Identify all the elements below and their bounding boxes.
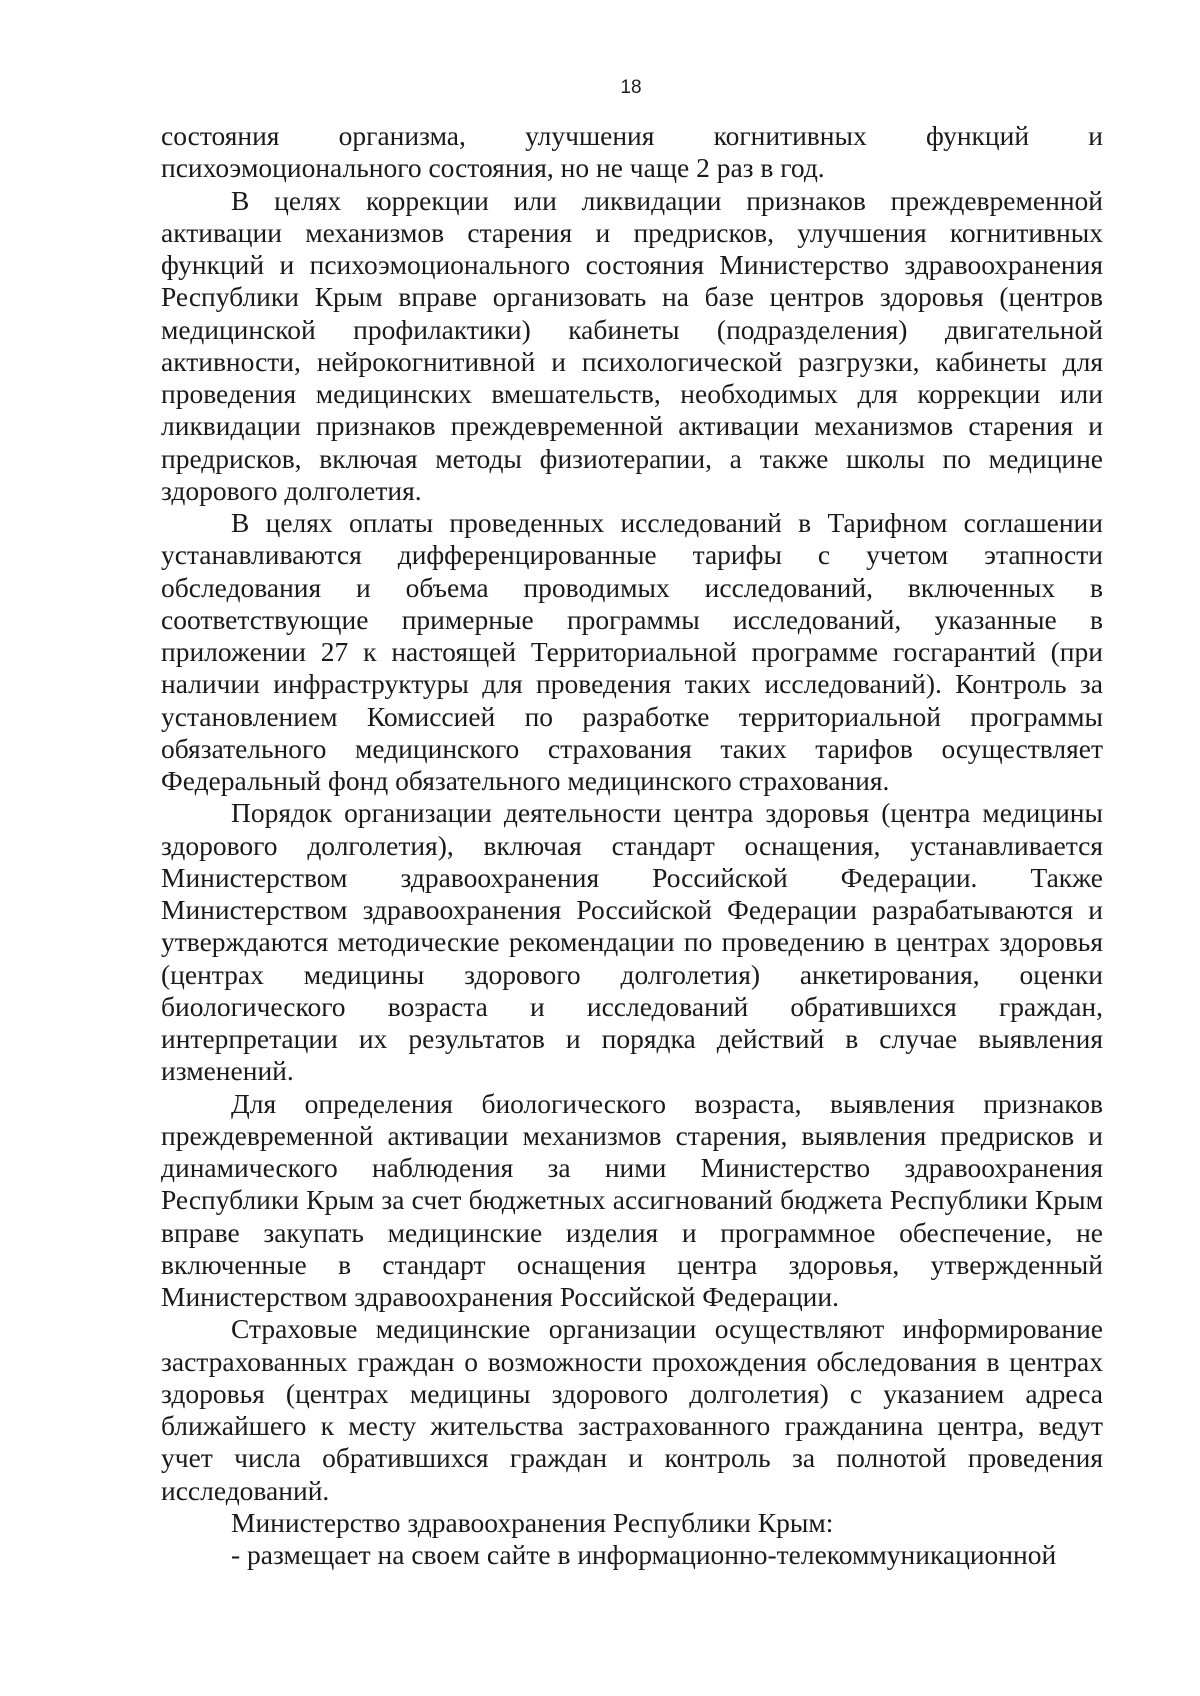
paragraph-insurance-organizations: Страховые медицинские организации осуществляют информирование застрахованных граждан о возможности прохождения обследования в центрах здоровья (центрах медицины здорового долголетия) с указанием адреса ближайшего к месту жительства застрахованного гражданина центра, ведут учет числа обратившихся граждан и контроль за полнотой проведения исследований. — [161, 1313, 1103, 1506]
paragraph-ministry-heading: Министерство здравоохранения Республики Крым: — [231, 1506, 834, 1538]
paragraph-health-center-order: Порядок организации деятельности центра здоровья (центра медицины здорового долголетия), включая стандарт оснащения, устанавливается Министерством здравоохранения Российской Федерации. Также Министерством здравоохранения Российской Федерации разрабатываются и утверждаются методические рекомендации по проведению в центрах здоровья (центрах медицины здорового долголетия) анкетирования, оценки биологического возраста и исследований обратившихся граждан, интерпретации их результатов и порядка действий в случае выявления изменений. — [161, 797, 1103, 1087]
page-number: 18 — [620, 77, 642, 98]
paragraph-continuation: состояния организма, улучшения когнитивных функций и психоэмоционального состояния, но не чаще 2 раз в год. — [161, 120, 1103, 184]
paragraph-biological-age: Для определения биологического возраста, выявления признаков преждевременной активации механизмов старения, выявления предрисков и динамического наблюдения за ними Министерство здравоохранения Республики Крым за счет бюджетных ассигнований бюджета Республики Крым вправе закупать медицинские изделия и программное обеспечение, не включенные в стандарт оснащения центра здоровья, утвержденный Министерством здравоохранения Российской Федерации. — [161, 1087, 1103, 1312]
paragraph-tariffs: В целях оплаты проведенных исследований в Тарифном соглашении устанавливаются дифференцированные тарифы с учетом этапности обследования и объема проводимых исследований, включенных в соответствующие примерные программы исследований, указанные в приложении 27 к настоящей Территориальной программе госгарантий (при наличии инфраструктуры для проведения таких исследований). Контроль за установлением Комиссией по разработке территориальной программы обязательного медицинского страхования таких тарифов осуществляет Федеральный фонд обязательного медицинского страхования. — [161, 507, 1103, 796]
document-body — [161, 120, 1103, 1571]
paragraph-ministry-item: - размещает на своем сайте в информационно-телекоммуникационной — [231, 1539, 1057, 1570]
paragraph-correction-cabinets: В целях коррекции или ликвидации признаков преждевременной активации механизмов старения и предрисков, улучшения когнитивных функций и психоэмоционального состояния Министерство здравоохранения Республики Крым вправе организовать на базе центров здоровья (центров медицинской профилактики) кабинеты (подразделения) двигательной активности, нейрокогнитивной и психологической разгрузки, кабинеты для проведения медицинских вмешательств, необходимых для коррекции или ликвидации признаков преждевременной активации механизмов старения и предрисков, включая методы физиотерапии, а также школы по медицине здорового долголетия. — [161, 184, 1103, 506]
